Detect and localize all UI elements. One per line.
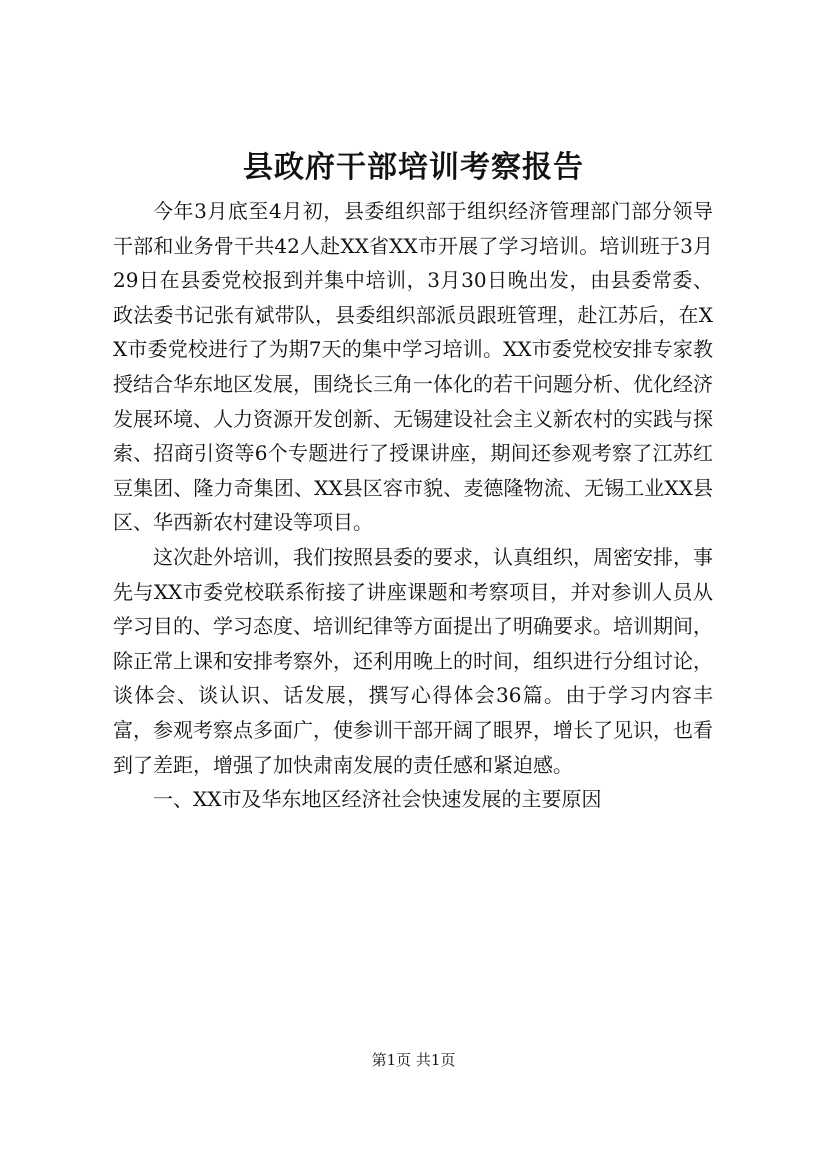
- page-indicator: 第1页 共1页: [371, 1051, 456, 1069]
- paragraph-2: 这次赴外培训，我们按照县委的要求，认真组织，周密安排，事先与XX市委党校联系衔接了讲座课题和考察项目，并对参训人员从学习目的、学习态度、培训纪律等方面提出了明确要求。培训期间，除正常上课和安排考察外，还利用晚上的时间，组织进行分组讨论，谈体会、谈认识、话发展，撰写心得体会36篇。由于学习内容丰富，参观考察点多面广，使参训干部开阔了眼界，增长了见识，也看到了差距，增强了加快肃南发展的责任感和紧迫感。: [113, 544, 713, 777]
- document-body: [113, 194, 713, 817]
- paragraph-1: 今年3月底至4月初，县委组织部于组织经济管理部门部分领导干部和业务骨干共42人赴XX省XX市开展了学习培训。培训班于3月29日在县委党校报到并集中培训，3月30日晚出发，由县委常委、政法委书记张有斌带队，县委组织部派员跟班管理，赴江苏后，在XX市委党校进行了为期7天的集中学习培训。XX市委党校安排专家教授结合华东地区发展，围绕长三角一体化的若干问题分析、优化经济发展环境、人力资源开发创新、无锡建设社会主义新农村的实践与探索、招商引资等6个专题进行了授课讲座，期间还参观考察了江苏红豆集团、隆力奇集团、XX县区容市貌、麦德隆物流、无锡工业XX县区、华西新农村建设等项目。: [113, 199, 713, 535]
- document-title: 县政府干部培训考察报告: [243, 150, 584, 185]
- section-heading: 一、XX市及华东地区经济社会快速发展的主要原因: [153, 787, 602, 812]
